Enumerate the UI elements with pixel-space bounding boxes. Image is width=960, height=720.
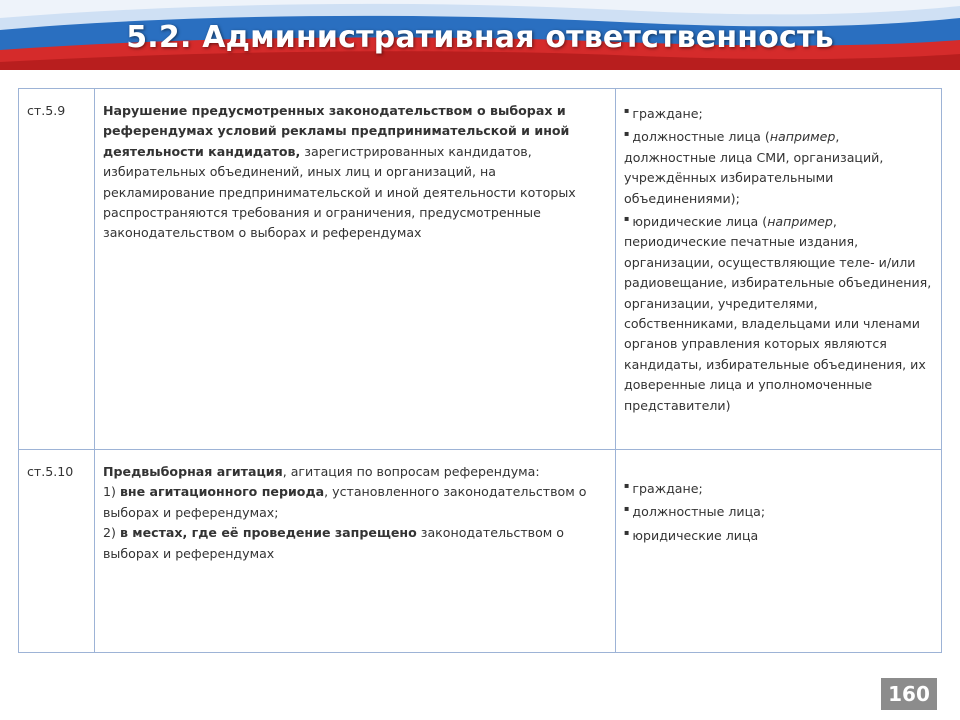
description-item: 2) в местах, где её проведение запрещено законодательством о выборах и референдумах bbox=[103, 525, 565, 561]
flag-banner bbox=[0, 0, 960, 70]
description-line: Предвыборная агитация, агитация по вопросам референдума: bbox=[103, 464, 540, 479]
page-number-badge: 160 bbox=[881, 678, 937, 710]
bullet-icon: ▪ bbox=[624, 129, 630, 139]
bullet-icon: ▪ bbox=[624, 214, 630, 224]
bullet-icon: ▪ bbox=[624, 527, 630, 537]
article-number: ст.5.10 bbox=[27, 464, 74, 479]
list-item: ▪ должностные лица (например, должностные лица СМИ, организаций, учреждённых избирательными объединениями); bbox=[624, 129, 884, 206]
description-bold: Нарушение предусмотренных законодательством о выборах и референдумах условий рекламы предпринимательской и иной деятельности кандидатов, bbox=[103, 103, 570, 159]
table-row bbox=[19, 450, 942, 653]
bullet-icon: ▪ bbox=[624, 106, 630, 115]
list-item: ▪ должностные лица; bbox=[624, 504, 766, 520]
article-cell bbox=[19, 450, 95, 653]
table-row bbox=[19, 89, 942, 450]
article-number: ст.5.9 bbox=[27, 103, 66, 118]
page-title: 5.2. Административная ответственность bbox=[126, 19, 834, 55]
list-item: ▪ граждане; bbox=[624, 106, 703, 121]
bullet-icon: ▪ bbox=[624, 504, 630, 514]
list-item: ▪ юридические лица bbox=[624, 527, 759, 543]
article-cell bbox=[19, 89, 95, 450]
subjects-cell bbox=[616, 89, 942, 450]
list-item: ▪ граждане; bbox=[624, 481, 703, 496]
description-cell bbox=[95, 450, 616, 653]
subjects-cell bbox=[616, 450, 942, 653]
list-item: ▪ юридические лица (например, периодические печатные издания, организации, осуществляющие теле- и/или радиовещание, избирательные объединения, организации, учредителями, собственниками, владельцами или членами органов управления которых являются кандидаты, избирательные объединения, их доверенные лица и уполномоченные представители) bbox=[624, 214, 932, 413]
description-item: 1) вне агитационного периода, установленного законодательством о выборах и референдумах; bbox=[103, 484, 587, 520]
description-cell bbox=[95, 89, 616, 450]
bullet-icon: ▪ bbox=[624, 481, 630, 490]
responsibility-table bbox=[18, 88, 942, 653]
description-text: зарегистрированных кандидатов, избирательных объединений, иных лиц и организаций, на рекламирование предпринимательской и иной деятельности которых распространяются требования и ограничения, предусмотренные законодательством о выборах и референдумах bbox=[103, 143, 576, 241]
